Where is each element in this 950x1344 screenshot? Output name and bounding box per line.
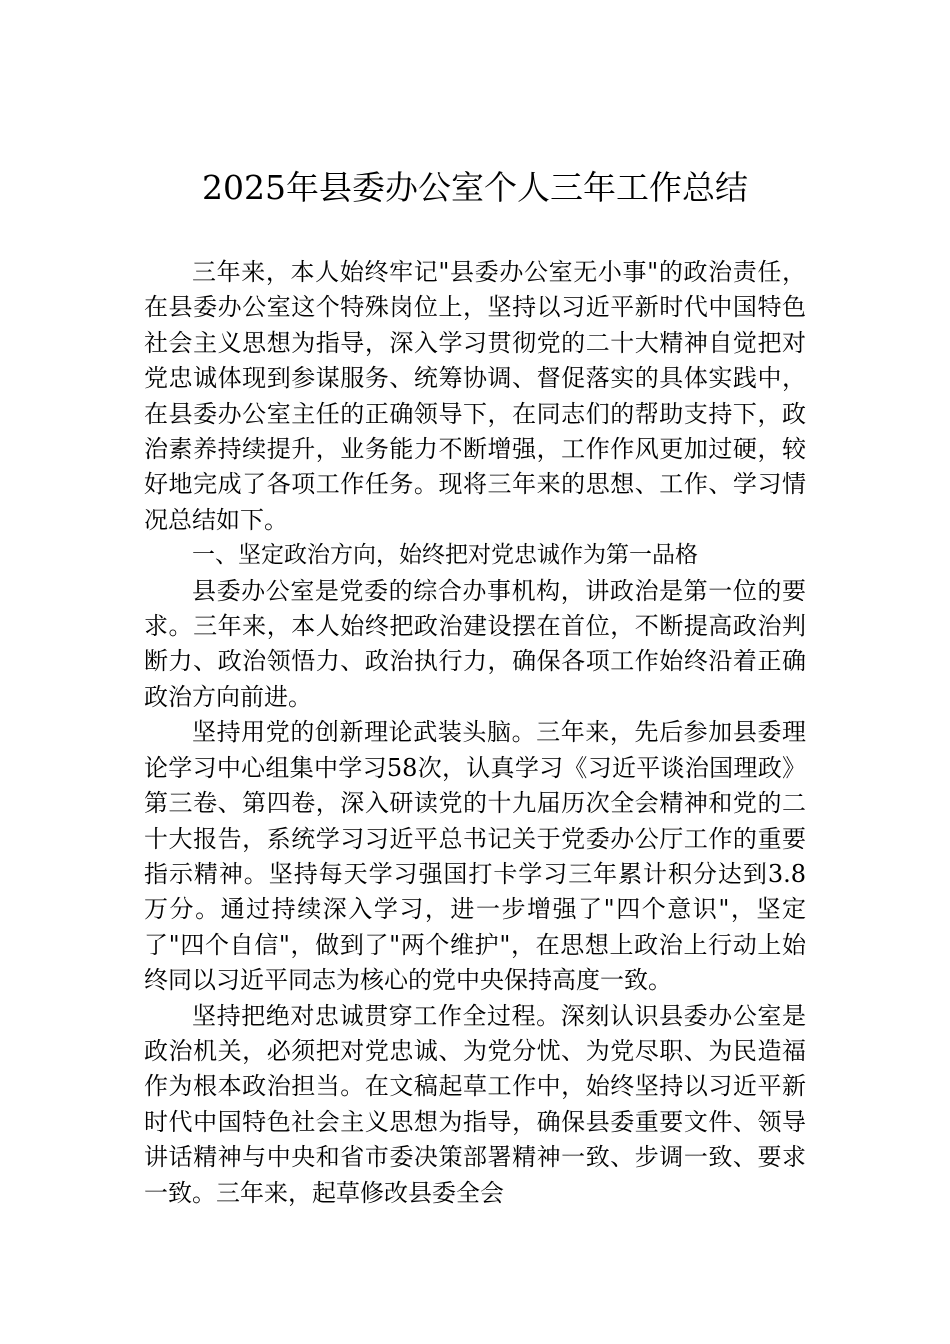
section-1-paragraph-1: 县委办公室是党委的综合办事机构，讲政治是第一位的要求。三年来，本人始终把政治建设摆在首位，不断提高政治判断力、政治领悟力、政治执行力，确保各项工作始终沿着正确政治方向前进。 bbox=[144, 576, 806, 711]
intro-paragraph: 三年来，本人始终牢记"县委办公室无小事"的政治责任，在县委办公室这个特殊岗位上，坚持以习近平新时代中国特色社会主义思想为指导，深入学习贯彻党的二十大精神自觉把对党忠诚体现到参谋服务、统筹协调、督促落实的具体实践中，在县委办公室主任的正确领导下，在同志们的帮助支持下，政治素养持续提升，业务能力不断增强，工作作风更加过硬，较好地完成了各项工作任务。现将三年来的思想、工作、学习情况总结如下。 bbox=[144, 258, 806, 534]
document-title: 2025年县委办公室个人三年工作总结 bbox=[202, 168, 748, 207]
document-body bbox=[144, 255, 806, 1211]
section-1-paragraph-2: 坚持用党的创新理论武装头脑。三年来，先后参加县委理论学习中心组集中学习58次，认真学习《习近平谈治国理政》第三卷、第四卷，深入研读党的十九届历次全会精神和党的二十大报告，系统学习习近平总书记关于党委办公厅工作的重要指示精神。坚持每天学习强国打卡学习三年累计积分达到3.8万分。通过持续深入学习，进一步增强了"四个意识"，坚定了"四个自信"，做到了"两个维护"，在思想上政治上行动上始终同以习近平同志为核心的党中央保持高度一致。 bbox=[144, 718, 806, 995]
section-heading-1: 一、坚定政治方向，始终把对党忠诚作为第一品格 bbox=[192, 542, 698, 569]
section-1-paragraph-3: 坚持把绝对忠诚贯穿工作全过程。深刻认识县委办公室是政治机关，必须把对党忠诚、为党分忧、为党尽职、为民造福作为根本政治担当。在文稿起草工作中，始终坚持以习近平新时代中国特色社会主义思想为指导，确保县委重要文件、领导讲话精神与中央和省市委决策部署精神一致、步调一致、要求一致。三年来，起草修改县委全会 bbox=[144, 1001, 806, 1207]
